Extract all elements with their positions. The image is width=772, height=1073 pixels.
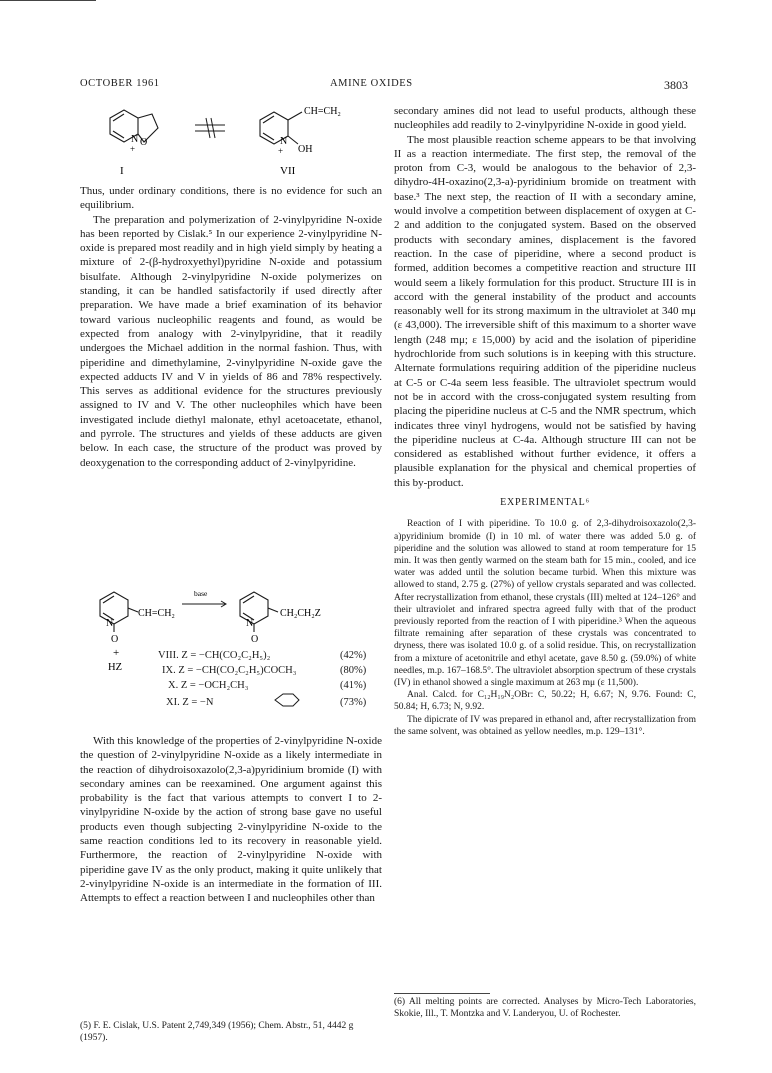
reactant-o: O <box>111 634 119 645</box>
paragraph: Thus, under ordinary conditions, there is no evidence for such an equilibrium. <box>80 185 382 212</box>
adduct-viii: VIII. Z = −CH(CO₂C₂H₅)₂ <box>158 650 271 661</box>
footnote-rule-left <box>0 0 96 5</box>
reactant-vinyl: CH=CH₂ <box>138 608 175 619</box>
reactant-n: N <box>106 618 114 629</box>
adduct-xi: XI. Z = −N <box>166 697 214 708</box>
page-number: 3803 <box>664 78 688 92</box>
structure-vii-n: N <box>280 136 288 147</box>
product-n: N <box>246 618 254 629</box>
footnote-rule-right <box>394 993 490 994</box>
footnote-5: (5) F. E. Cislak, U.S. Patent 2,749,349 (1956); Chem. Abstr., 51, 4442 g (1957). <box>80 1021 354 1043</box>
arrow-label-base: base <box>194 589 208 598</box>
structure-vii-plus: + <box>278 146 284 156</box>
structure-label-i: I <box>120 165 124 177</box>
reaction-arrow <box>182 601 226 607</box>
piperidine-ring-icon <box>275 694 299 706</box>
experimental-paragraph: The dipicrate of IV was prepared in ethanol and, after recrystallization from the same solvent, was obtained as yellow needles, m.p. 129–131°. <box>394 714 696 737</box>
structure-vii-oh: OH <box>298 144 313 155</box>
right-column <box>394 104 696 738</box>
nucleophile-hz: HZ <box>108 662 122 673</box>
yield-x: (41%) <box>340 680 367 691</box>
no-equilibrium-arrow <box>195 118 225 138</box>
structure-vii-vinyl: CH=CH₂ <box>304 106 341 117</box>
adduct-x: X. Z = −OCH₂CH₃ <box>168 680 249 691</box>
experimental-paragraph: Reaction of I with piperidine. To 10.0 g. of 2,3-dihydroisoxazolo(2,3-a)pyridinium bromide (I) in 10 ml. of water there was added 5.0 g. of piperidine and the solution was allowed to stand at room temperature for 15 min. It was then gently warmed on the steam bath for 15 min., cooled, and ice water was added until the solution became turbid. When this mixture was allowed to stand, 2.75 g. (27%) of yellow crystals separated and was collected. After recrystallization from ethanol, these crystals (III) melted at 124–126° and their ultraviolet and infrared spectra agreed fully with that of the product previously reported from the reaction of I with piperidine.³ When the aqueous filtrate remaining after separation of these crystals was concentrated to dryness, there was isolated 10.0 g. of a solid residue. This, on recrystallization from a mixture of acetonitrile and ethyl acetate, gave 8.50 g. (59.0%) of white needles, m.p. 167–168.5°. The ultraviolet absorption spectrum of these crystals (IV) in ethanol showed a single maximum at 263 mμ (ε 11,500). <box>394 519 696 688</box>
paragraph: secondary amines did not lead to useful products, although these nucleophiles add readily to 2-vinylpyridine N-oxide in good yield. <box>394 105 696 132</box>
scheme-structure-i-vii <box>80 100 382 178</box>
paragraph: With this knowledge of the properties of 2-vinylpyridine N-oxide the question of 2-vinylpyridine N-oxide as a likely intermediate in the reaction of dihydroisoxazolo(2,3-a)pyridinium bromide (I) with secondary amines can be reexamined. One argument against this probability is the fact that various attempts to convert I to 2-vinylpyridine N-oxide by the action of strong base gave no useful products even though subjecting 2-vinylpyridine N-oxide to the same reaction conditions led to its recovery in reasonable yield. Furthermore, the reaction of 2-vinylpyridine N-oxide with piperidine gave IV as the only product, making it quite unlikely that 2-vinylpyridine N-oxide is an intermediate in the formation of III. Attempts to effect a reaction between I and nucleophiles other than <box>80 735 382 905</box>
structure-i-n: N <box>131 134 139 145</box>
paragraph: The preparation and polymerization of 2-vinylpyridine N-oxide has been reported by Cislak.⁵ In our experience 2-vinylpyridine N-oxide is prepared most readily and in high yield simply by heating a mixture of 2-(β-hydroxyethyl)pyridine N-oxide and potassium bisulfate. Although 2-vinylpyridine N-oxide polymerizes on standing, it can be handled satisfactorily if used directly after preparation. We have made a brief examination of its behavior toward various nucleophilic reagents and found, as would be expected from analogy with 2-vinylpyridine, that it readily undergoes the Michael addition in the normal fashion. Thus, with piperidine and dimethylamine, 2-vinylpyridine N-oxide gave the expected adducts IV and V in yields of 86 and 78% respectively. This serves as additional evidence for the structures previously assigned to IV and V. The other nucleophiles which have been investigated include diethyl malonate, ethyl acetoacetate, ethanol, and pyrrole. The structures and yields of these adducts are given below. In each case, the structure of the product was proved by deoxygenation to the corresponding adduct of 2-vinylpyridine. <box>80 213 382 469</box>
structure-i-o: O <box>140 137 148 148</box>
experimental-heading: EXPERIMENTAL⁶ <box>500 497 590 509</box>
yield-ix: (80%) <box>340 665 367 676</box>
adduct-ix: IX. Z = −CH(CO₂C₂H₅)COCH₃ <box>162 665 297 676</box>
left-column-upper <box>80 184 382 470</box>
product-substituent: CH₂CH₂Z <box>280 608 321 619</box>
structure-label-vii: VII <box>280 165 296 177</box>
plus-sign: + <box>113 647 120 659</box>
running-header-date: OCTOBER 1961 <box>80 78 160 89</box>
paragraph: The most plausible reaction scheme appears to be that involving II as a reaction intermediate. The first step, the removal of the proton from C-3, would be analogous to the behavior of 2,3-dihydro-4H-oxazino(2,3-a)-pyridinium bromide on treatment with base.³ The next step, the reaction of II with a secondary amine, would involve a competition between displacement of oxygen at C-2 and addition to the conjugated system. Based on the observed products with secondary amines, displacement is the favored reaction. In the case of piperidine, where a second product is formed, addition becomes a competitive reaction and structure III would seem a likely formulation for this product. Structure III is in accord with the general instability of the product and accounts reasonably well for its strong maximum in the ultraviolet at 340 mμ (ε 43,000). The irreversible shift of this maximum to a shorter wave length (248 mμ; ε 15,000) by acid and the isolation of piperidine hydrochloride from such solutions is in keeping with this structure. Alternate formulations requiring addition of the piperidine nucleus at C-5 or C-4a seem less feasible. The ultraviolet spectrum would not be in accord with the cross-conjugated system resulting from placing the piperidine nucleus at C-5 and the NMR spectrum, which indicates three vinyl hydrogens, would not be satisfied by having the piperidine nucleus at C-4a. Although structure III can not be considered as established without further evidence, it offers a plausible explanation for the physical and chemical properties of this by-product. <box>394 133 696 489</box>
yield-viii: (42%) <box>340 650 367 661</box>
structure-i-plus: + <box>130 144 136 154</box>
product-o: O <box>251 634 259 645</box>
experimental-paragraph: Anal. Calcd. for C₁₂H₁₉N₂OBr: C, 50.22; H, 6.67; N, 9.76. Found: C, 50.84; H, 6.73; N, 9.92. <box>394 690 696 713</box>
left-column-lower <box>80 734 382 906</box>
running-header-title: AMINE OXIDES <box>330 78 413 89</box>
yield-xi: (73%) <box>340 697 367 708</box>
footnote-6: (6) All melting points are corrected. Analyses by Micro-Tech Laboratories, Skokie, Ill., T. Montzka and V. Landeryou, U. of Rochester. <box>394 997 696 1019</box>
